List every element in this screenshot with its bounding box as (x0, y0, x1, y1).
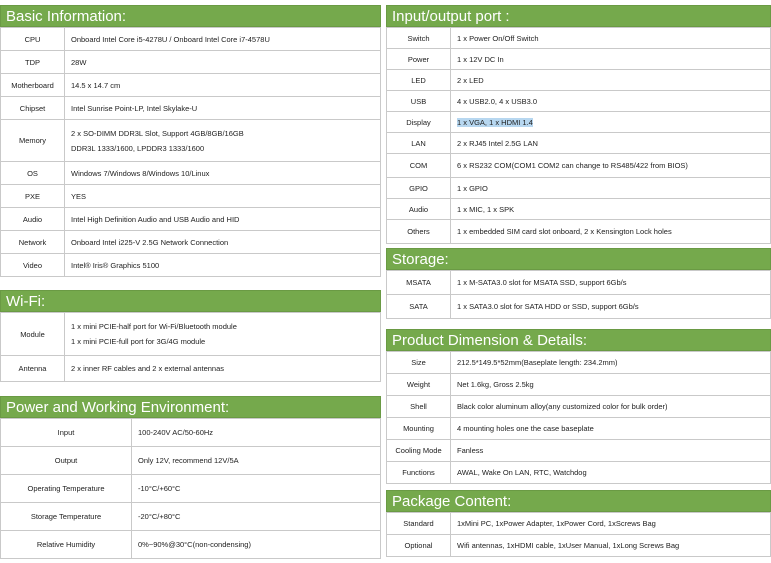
table-row (387, 49, 771, 70)
value-line: -10°C/+60°C (138, 484, 181, 493)
table-row (387, 396, 771, 418)
value-line: 1 x mini PCIE-half port for Wi-Fi/Bluetooth module (71, 322, 237, 331)
wifi-table (0, 312, 381, 382)
row-label: Video (1, 254, 65, 277)
power-table (0, 418, 381, 559)
table-row (1, 356, 381, 382)
value-line: -20°C/+80°C (138, 512, 181, 521)
row-label: Size (387, 352, 451, 374)
row-value (451, 49, 771, 70)
package-section (386, 490, 771, 557)
wifi-title: Wi-Fi: (0, 290, 381, 312)
table-row (387, 513, 771, 535)
row-value (65, 254, 381, 277)
basic-table (0, 27, 381, 277)
table-row (387, 199, 771, 220)
table-row (1, 231, 381, 254)
table-row (387, 352, 771, 374)
row-value (65, 120, 381, 162)
value-line: 4 mounting holes one the case baseplate (457, 424, 594, 433)
row-label: Shell (387, 396, 451, 418)
row-value (451, 271, 771, 295)
table-row (1, 447, 381, 475)
row-value (451, 199, 771, 220)
row-value (451, 91, 771, 112)
row-label: LAN (387, 133, 451, 154)
value-line: 1 x MIC, 1 x SPK (457, 204, 515, 214)
row-label: Mounting (387, 418, 451, 440)
value-line: YES (71, 191, 87, 201)
row-value (451, 418, 771, 440)
row-label: USB (387, 91, 451, 112)
storage-title: Storage: (386, 248, 771, 270)
value-line: 1xMini PC, 1xPower Adapter, 1xPower Cord, 1xScrews Bag (457, 519, 656, 528)
row-value (65, 97, 381, 120)
value-line: 4 x USB2.0, 4 x USB3.0 (457, 96, 538, 106)
row-label: LED (387, 70, 451, 91)
row-label: Optional (387, 535, 451, 557)
table-row (387, 133, 771, 154)
row-value (451, 396, 771, 418)
value-line: DDR3L 1333/1600, LPDDR3 1333/1600 (71, 143, 205, 153)
row-value (65, 208, 381, 231)
row-label: Memory (1, 120, 65, 162)
row-label: Network (1, 231, 65, 254)
table-row (1, 120, 381, 162)
table-row (387, 112, 771, 133)
row-value (65, 28, 381, 51)
package-title: Package Content: (386, 490, 771, 512)
value-line (457, 118, 766, 127)
table-row (1, 28, 381, 51)
row-value (451, 28, 771, 49)
value-line: Fanless (457, 446, 484, 455)
table-row (1, 419, 381, 447)
row-label: Cooling Mode (387, 440, 451, 462)
table-row (387, 271, 771, 295)
row-value (451, 440, 771, 462)
value-line: 1 x GPIO (457, 183, 488, 193)
row-value (451, 220, 771, 244)
row-value (65, 356, 381, 382)
value-line: 2 x LED (457, 75, 484, 85)
table-row (387, 28, 771, 49)
row-value (451, 295, 771, 319)
selected-text[interactable]: 1 x VGA, 1 x HDMI 1.4 (457, 117, 533, 127)
row-value (132, 531, 381, 559)
value-line: 1 x 12V DC In (457, 54, 504, 64)
row-value (451, 513, 771, 535)
table-row (387, 440, 771, 462)
row-value (65, 51, 381, 74)
value-line: 28W (71, 57, 87, 67)
row-label: CPU (1, 28, 65, 51)
row-value (451, 352, 771, 374)
row-label: Functions (387, 462, 451, 484)
table-row (387, 178, 771, 199)
value-line: Onboard Intel i225-V 2.5G Network Connection (71, 237, 229, 247)
row-value (451, 374, 771, 396)
row-label: TDP (1, 51, 65, 74)
row-value (451, 462, 771, 484)
row-value (65, 74, 381, 97)
io-section (386, 5, 771, 244)
row-label: PXE (1, 185, 65, 208)
row-value (132, 447, 381, 475)
table-row (1, 254, 381, 277)
row-label: Storage Temperature (1, 503, 132, 531)
row-label: Standard (387, 513, 451, 535)
row-value (132, 475, 381, 503)
row-value (451, 70, 771, 91)
value-line: 1 x M-SATA3.0 slot for MSATA SSD, support 6Gb/s (457, 278, 627, 287)
storage-section (386, 248, 771, 319)
row-value (132, 503, 381, 531)
value-line: 0%~90%@30°C(non-condensing) (138, 540, 251, 549)
table-row (387, 220, 771, 244)
table-row (387, 295, 771, 319)
row-value (451, 112, 771, 133)
row-label: Output (1, 447, 132, 475)
table-row (1, 74, 381, 97)
package-table (386, 512, 771, 557)
row-label: Antenna (1, 356, 65, 382)
table-row (387, 462, 771, 484)
value-line: 1 x mini PCIE-full port for 3G/4G module (71, 337, 206, 346)
table-row (387, 374, 771, 396)
row-label: Power (387, 49, 451, 70)
table-row (387, 70, 771, 91)
value-line: Windows 7/Windows 8/Windows 10/Linux (71, 168, 210, 178)
row-label: Others (387, 220, 451, 244)
table-row (1, 162, 381, 185)
value-line: Intel High Definition Audio and USB Audio and HID (71, 214, 240, 224)
table-row (1, 185, 381, 208)
storage-table (386, 270, 771, 319)
row-label: SATA (387, 295, 451, 319)
power-title: Power and Working Environment: (0, 396, 381, 418)
row-label: Audio (1, 208, 65, 231)
value-line: AWAL, Wake On LAN, RTC, Watchdog (457, 468, 587, 477)
value-line: Intel® Iris® Graphics 5100 (71, 260, 160, 270)
row-label: Module (1, 313, 65, 356)
wifi-section (0, 290, 381, 382)
value-line: Only 12V, recommend 12V/5A (138, 456, 239, 465)
table-row (1, 503, 381, 531)
io-title: Input/output port : (386, 5, 771, 27)
table-row (1, 208, 381, 231)
value-line: 6 x RS232 COM(COM1 COM2 can change to RS485/422 from BIOS) (457, 161, 688, 170)
value-line: 14.5 x 14.7 cm (71, 80, 121, 90)
value-line: Black color aluminum alloy(any customized color for bulk order) (457, 402, 668, 411)
row-value (451, 154, 771, 178)
value-line: Onboard Intel Core i5-4278U / Onboard Intel Core i7-4578U (71, 34, 270, 44)
row-value (451, 178, 771, 199)
dimension-table (386, 351, 771, 484)
row-value (65, 185, 381, 208)
value-line: Net 1.6kg, Gross 2.5kg (457, 380, 534, 389)
row-value (451, 133, 771, 154)
row-value (65, 231, 381, 254)
row-label: Switch (387, 28, 451, 49)
value-line: 1 x SATA3.0 slot for SATA HDD or SSD, support 6Gb/s (457, 302, 639, 311)
row-label: Display (387, 112, 451, 133)
row-label: Input (1, 419, 132, 447)
table-row (1, 313, 381, 356)
basic-title: Basic Information: (0, 5, 381, 27)
value-line: 1 x Power On/Off Switch (457, 33, 539, 43)
table-row (1, 475, 381, 503)
row-label: Weight (387, 374, 451, 396)
value-line: 1 x embedded SIM card slot onboard, 2 x Kensington Lock holes (457, 227, 672, 236)
value-line: 100-240V AC/50-60Hz (138, 428, 214, 437)
table-row (387, 91, 771, 112)
row-label: Chipset (1, 97, 65, 120)
row-value (65, 313, 381, 356)
row-label: OS (1, 162, 65, 185)
row-value (65, 162, 381, 185)
row-label: MSATA (387, 271, 451, 295)
value-line: 2 x RJ45 Intel 2.5G LAN (457, 138, 538, 148)
dimension-title: Product Dimension & Details: (386, 329, 771, 351)
table-row (387, 418, 771, 440)
value-line: 2 x inner RF cables and 2 x external antennas (71, 364, 225, 373)
row-value (451, 535, 771, 557)
io-table (386, 27, 771, 244)
value-line: Wifi antennas, 1xHDMI cable, 1xUser Manual, 1xLong Screws Bag (457, 541, 680, 550)
power-section (0, 396, 381, 559)
row-label: GPIO (387, 178, 451, 199)
basic-section (0, 5, 381, 277)
dimension-section (386, 329, 771, 484)
row-label: COM (387, 154, 451, 178)
table-row (1, 51, 381, 74)
row-label: Relative Humidity (1, 531, 132, 559)
table-row (1, 97, 381, 120)
value-line: 212.5*149.5*52mm(Baseplate length: 234.2mm) (457, 358, 618, 367)
row-value (132, 419, 381, 447)
row-label: Operating Temperature (1, 475, 132, 503)
table-row (1, 531, 381, 559)
row-label: Audio (387, 199, 451, 220)
value-line: 2 x SO-DIMM DDR3L Slot, Support 4GB/8GB/16GB (71, 128, 244, 138)
value-line: Intel Sunrise Point-LP, Intel Skylake-U (71, 103, 198, 113)
table-row (387, 154, 771, 178)
row-label: Motherboard (1, 74, 65, 97)
table-row (387, 535, 771, 557)
